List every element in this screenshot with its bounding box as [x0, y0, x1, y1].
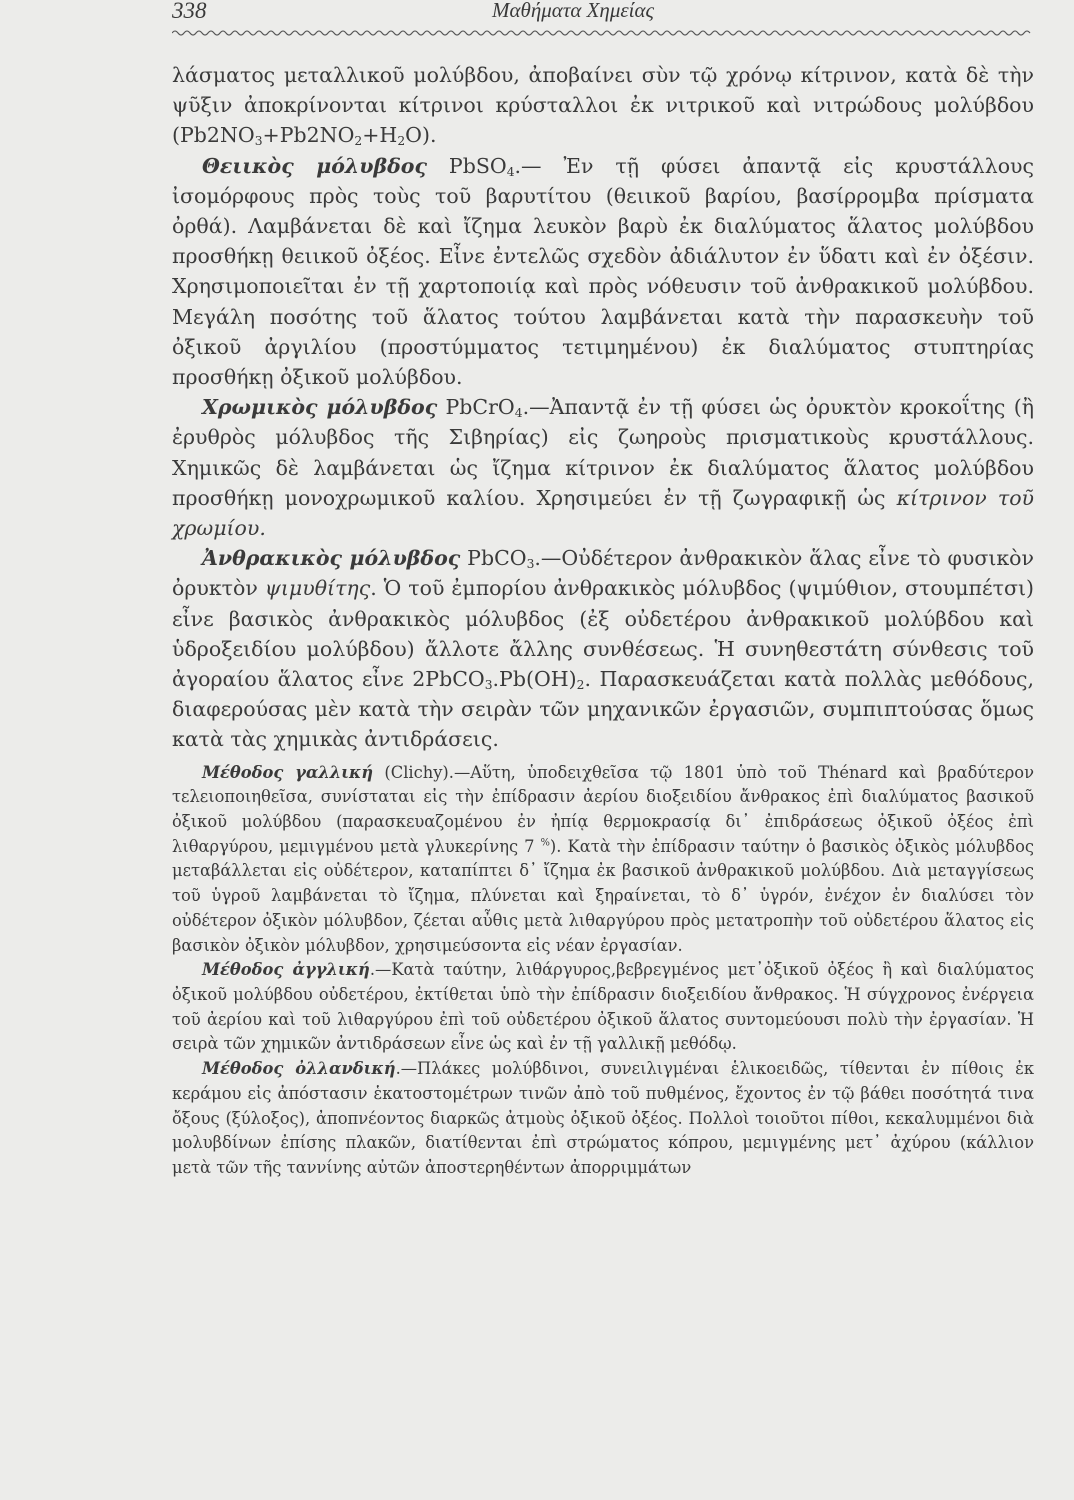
page-header	[172, 0, 1034, 26]
paragraph-continuation: λάσματος μεταλλικοῦ μολύβδου, ἀποβαίνει σὺν τῷ χρόνῳ κίτρινον, κατὰ δὲ τὴν ψῦξιν ἀποκρίνονται κίτρινοι κρύσταλλοι ἐκ νιτρικοῦ καὶ νιτρώδους μολύβδου $(Pb2NO_3+Pb2NO_2+H_2O)$.	[172, 63, 1034, 149]
page-number: 338	[172, 0, 207, 23]
running-title: Μαθήματα Χημείας	[492, 0, 655, 22]
section-heading: Ἀνθρακικὸς μόλυβδος	[202, 546, 461, 571]
method-heading: Μέθοδος ἀγγλική	[202, 960, 370, 980]
paragraph-dutch-method: Μέθοδος ὀλλανδική.—Πλάκες μολύβδινοι, συνειλιγμέναι ἑλικοειδῶς, τίθενται ἐν πίθοις ἐκ κεράμου εἰς ἀπόστασιν ἑκατοστομέτρων τινῶν ἀπὸ τοῦ πυθμένος, ἔχοντος ἐν τῷ βάθει ποσότητά τινα ὄξους (ξύλοξος), ἀποπνέοντος διαρκῶς ἀτμοὺς ὀξικοῦ ὀξέος. Πολλοὶ τοιοῦτοι πίθοι, κεκαλυμμένοι διὰ μολυβδίνων ἐπίσης πλακῶν, διατίθενται ἐπὶ στρώματος κόπρου, μεμιγμένης μετ᾽ ἀχύρου (κάλλιον μετὰ τῶν τῆς ταννίνης αὐτῶν ἀποστερηθέντων ἀπορριμμάτων	[172, 1059, 1035, 1177]
section-heading: Χρωμικὸς μόλυβδος	[202, 395, 438, 420]
paragraph-french-method: Μέθοδος γαλλική (Clichy).—Αὕτη, ὑποδειχθεῖσα τῷ 1801 ὑπὸ τοῦ Thénard καὶ βραδύτερον τελειοποιηθεῖσα, συνίσταται εἰς τὴν ἐπίδρασιν ἀερίου διοξειδίου ἄνθρακος ἐπὶ διαλύματος βασικοῦ ὀξικοῦ μολύβδου (παρασκευαζομένου ἐν ἠπίᾳ θερμοκρασίᾳ δι᾽ ἐπιδράσεως ὀξικοῦ ὀξέος ἐπὶ λιθαργύρου, μεμιγμένου μετὰ γλυκερίνης 7 %). Κατὰ τὴν ἐπίδρασιν ταύτην ὁ βασικὸς ὀξικὸς μόλυβδος μεταβάλλεται εἰς οὐδέτερον, καταπίπτει δ᾽ ἴζημα ἐκ βασικοῦ ἀνθρακικοῦ μολύβδου. Διὰ μεταγγίσεως τοῦ ὑγροῦ λαμβάνεται τὸ ἴζημα, πλύνεται καὶ ξηραίνεται, τὸ δ᾽ ὑγρόν, ἐνέχον ἐν διαλύσει τὸν οὐδέτερον ὀξικὸν μόλυβδον, ζέεται αὖθις μετὰ λιθαργύρου πρὸς μετατροπὴν τοῦ οὐδετέρου ἅλατος εἰς βασικὸν ὀξικὸν μόλυβδον, χρησιμεύσοντα εἰς νέαν ἐργασίαν.	[172, 762, 1034, 955]
header-wavy-rule	[172, 28, 1034, 38]
large-text-section	[172, 60, 1034, 755]
method-heading: Μέθοδος γαλλική	[202, 762, 374, 782]
paragraph-english-method: Μέθοδος ἀγγλική.—Κατὰ ταύτην, λιθάργυρος,βεβρεγμένος μετ᾽ὀξικοῦ ὀξέος ἢ καὶ διαλύματος ὀξικοῦ μολύβδου οὐδετέρου, ἐκτίθεται ὑπὸ τὴν ἐπίδρασιν διοξειδίου ἄνθρακος. Ἡ σύγχρονος ἐνέργεια τοῦ ἀερίου καὶ τοῦ λιθαργύρου ἐπὶ τοῦ οὐδετέρου ὀξικοῦ ἅλατος συντομεύουσι πολὺ τὴν ἐργασίαν. Ἡ σειρὰ τῶν χημικῶν ἀντιδράσεων εἶνε ὡς καὶ ἐν τῇ γαλλικῇ μεθόδῳ.	[172, 960, 1034, 1054]
small-text-section	[172, 761, 1034, 1181]
section-heading: Θειικὸς μόλυβδος	[202, 153, 427, 178]
method-heading: Μέθοδος ὀλλανδική	[202, 1059, 396, 1079]
paragraph-lead-chromate: Χρωμικὸς μόλυβδος PbCrO$_4$.—Ἀπαντᾷ ἐν τῇ φύσει ὡς ὀρυκτὸν κροκοΐτης (ἢ ἐρυθρὸς μόλυβδος τῆς Σιβηρίας) εἰς ζωηροὺς πρισματικοὺς κρυστάλλους. Χημικῶς δὲ λαμβάνεται ὡς ἴζημα κίτρινον ἐκ διαλύματος ἅλατος μολύβδου προσθήκῃ μονοχρωμικοῦ καλίου. Χρησιμεύει ἐν τῇ ζωγραφικῇ ὡς κίτρινον τοῦ χρωμίου.	[172, 395, 1034, 541]
paragraph-lead-sulfate: Θειικὸς μόλυβδος PbSO$_4$.— Ἐν τῇ φύσει ἀπαντᾷ εἰς κρυστάλλους ἰσομόρφους πρὸς τοὺς τοῦ βαρυτίτου (θειικοῦ βαρίου, βασίρρομβα πρίσματα ὀρθά). Λαμβάνεται δὲ καὶ ἴζημα λευκὸν βαρὺ ἐκ διαλύματος ἅλατος μολύβδου προσθήκῃ θειικοῦ ὀξέος. Εἶνε ἐντελῶς σχεδὸν ἀδιάλυτον ἐν ὕδατι καὶ ἐν ὀξέσιν. Χρησιμοποιεῖται ἐν τῇ χαρτοποιίᾳ καὶ πρὸς νόθευσιν τοῦ ἀνθρακικοῦ μολύβδου. Μεγάλη ποσότης τοῦ ἅλατος τούτου λαμβάνεται κατὰ τὴν παρασκευὴν τοῦ ὀξικοῦ ἀργιλίου (προστύμματος τετιμημένου) ἐκ διαλύματος στυπτηρίας προσθήκῃ ὀξικοῦ μολύβδου.	[172, 153, 1034, 390]
paragraph-lead-carbonate: Ἀνθρακικὸς μόλυβδος PbCO$_3$.—Οὐδέτερον ἀνθρακικὸν ἅλας εἶνε τὸ φυσικὸν ὀρυκτὸν ψιμυθίτης. Ὁ τοῦ ἐμπορίου ἀνθρακικὸς μόλυβδος (ψιμύθιον, στουμπέτσι) εἶνε βασικὸς ἀνθρακικὸς μόλυβδος (ἐξ οὐδετέρου ἀνθρακικοῦ μολύβδου καὶ ὑδροξειδίου μολύβδου) ἄλλοτε ἄλλης συνθέσεως. Ἡ συνηθεστάτη σύνθεσις τοῦ ἀγοραίου ἅλατος εἶνε $2PbCO_3.Pb(OH)_2$. Παρασκευάζεται κατὰ πολλὰς μεθόδους, διαφερούσας μὲν κατὰ τὴν σειρὰν τῶν μηχανικῶν ἐργασιῶν, συμπιπτούσας ὅμως κατὰ τὰς χημικὰς ἀντιδράσεις.	[172, 546, 1034, 752]
page-body	[172, 60, 1034, 1181]
